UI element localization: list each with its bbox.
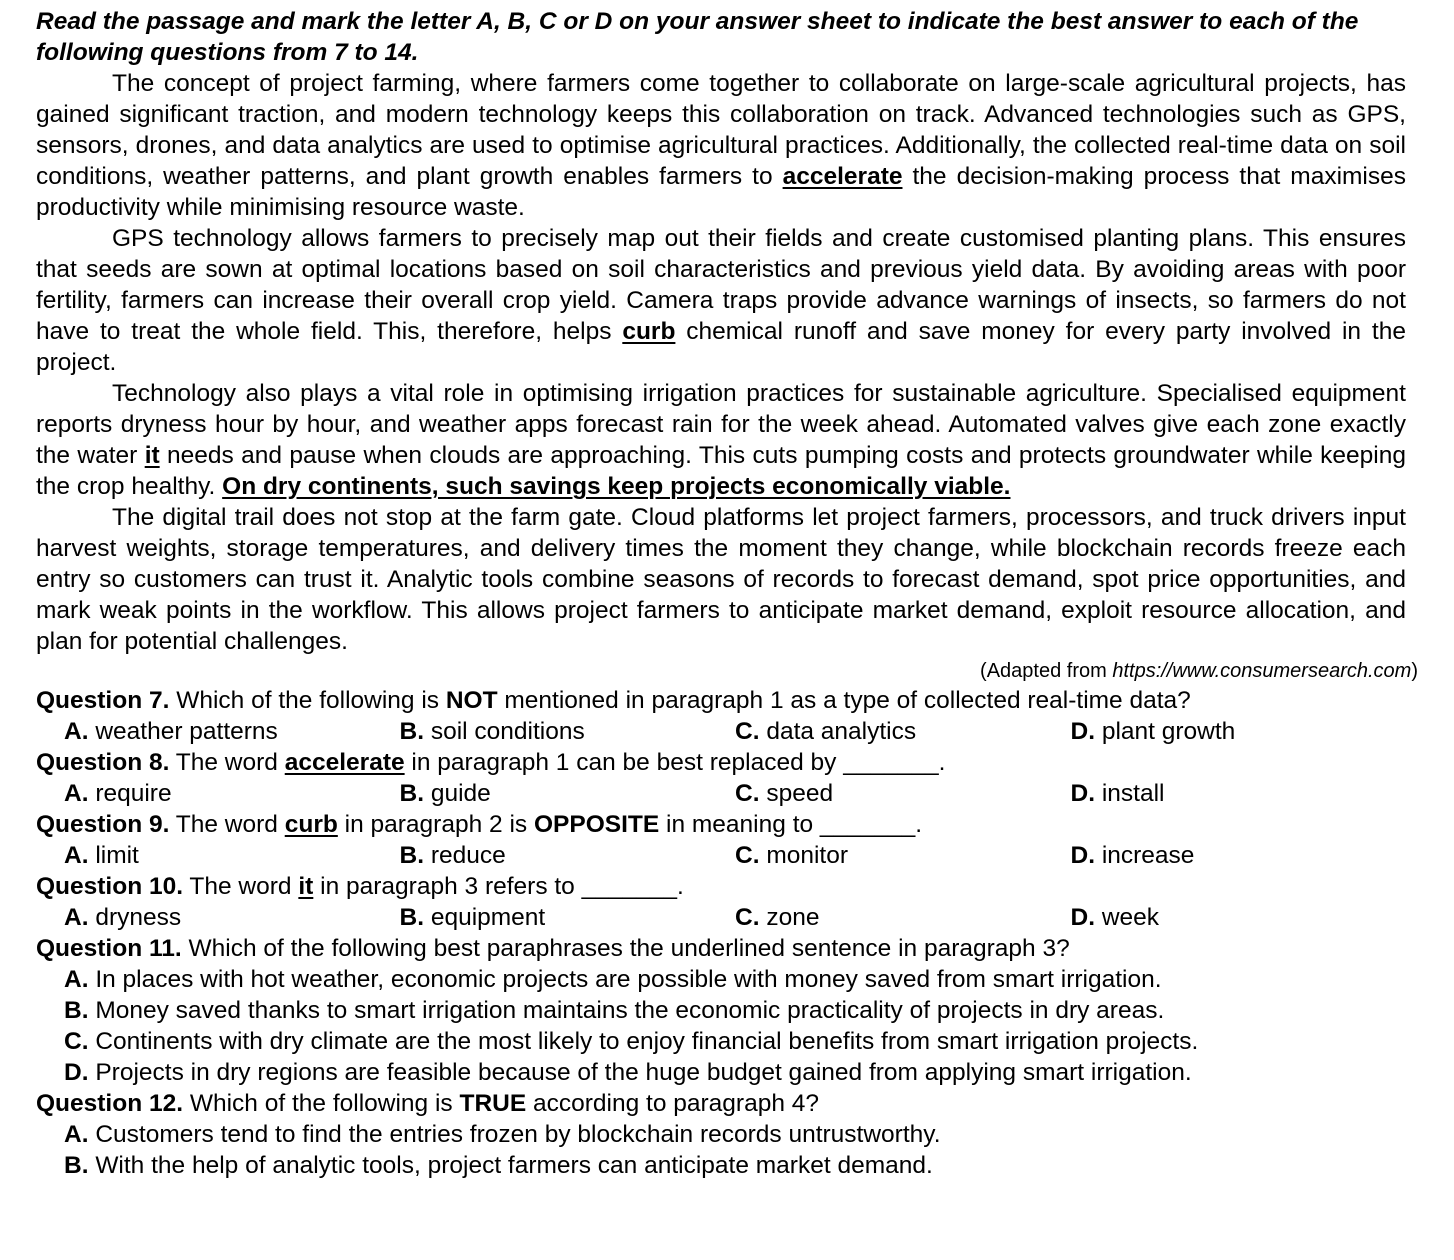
option-letter: D. [64, 1059, 89, 1086]
option-letter: B. [399, 904, 424, 931]
question-7-emphasis: NOT [445, 687, 498, 714]
option-text: monitor [766, 842, 849, 869]
q7-option-b[interactable] [400, 716, 736, 747]
question-9-keyword: curb [284, 811, 338, 838]
instruction-heading: Read the passage and mark the letter A, B, C or D on your answer sheet to indicate the best answer to each of the following questions from 7 to 14. [36, 8, 1359, 66]
option-text: guide [430, 780, 491, 807]
q11-option-d[interactable] [36, 1057, 1406, 1088]
option-letter: D. [1070, 904, 1095, 931]
paragraph-1 [36, 68, 1406, 223]
p3-text-before: Technology also plays a vital role in optimising irrigation practices for sustainable agriculture. Specialised equipment reports dryness hour by hour, and weather apps forecast rain for the week ahead. Automated valves give each zone exactly the water [36, 380, 1406, 469]
question-10-options [36, 902, 1406, 933]
option-letter: A. [64, 1121, 89, 1148]
q11-option-a[interactable] [36, 964, 1406, 995]
option-text: reduce [430, 842, 506, 869]
option-letter: B. [399, 842, 424, 869]
question-8-options [36, 778, 1406, 809]
question-8-text-1: The word [169, 749, 285, 776]
option-text: limit [95, 842, 139, 869]
option-text: weather patterns [95, 718, 278, 745]
question-12-text-2: according to paragraph 4? [526, 1090, 820, 1117]
p1-text-before: The concept of project farming, where farmers come together to collaborate on large-scale agricultural projects, has gained significant traction, and modern technology keeps this collaboration on track. Advanced technologies such as GPS, sensors, drones, and data analytics are used to optimise agricultural practices. Additionally, the collected real-time data on soil conditions, weather patterns, and plant growth enables farmers to [36, 70, 1406, 190]
question-9-text-2: in paragraph 2 is [337, 811, 534, 838]
question-10-stem [36, 871, 1406, 902]
source-url: https://www.consumersearch.com [1112, 660, 1412, 682]
option-letter: D. [1070, 842, 1095, 869]
option-text: speed [766, 780, 834, 807]
option-letter: C. [64, 1028, 89, 1055]
question-11-label: Question 11. [36, 935, 182, 962]
q8-option-c[interactable] [735, 778, 1071, 809]
question-9-text-3: in meaning to _______. [659, 811, 923, 838]
q12-option-b[interactable] [36, 1150, 1406, 1181]
q10-option-b[interactable] [400, 902, 736, 933]
q9-option-c[interactable] [735, 840, 1071, 871]
source-suffix: ) [1411, 660, 1418, 682]
question-9-emphasis: OPPOSITE [533, 811, 660, 838]
option-letter: A. [64, 904, 89, 931]
p1-text-after: the decision-making process that maximises productivity while minimising resource waste. [36, 163, 1406, 221]
source-prefix: (Adapted from [980, 660, 1113, 682]
option-text: zone [766, 904, 820, 931]
question-12-emphasis: TRUE [459, 1090, 527, 1117]
option-letter: A. [64, 966, 89, 993]
option-letter: A. [64, 842, 89, 869]
question-12-text-1: Which of the following is [183, 1090, 460, 1117]
option-letter: C. [735, 718, 760, 745]
question-12-label: Question 12. [36, 1090, 184, 1117]
q11-option-b[interactable] [36, 995, 1406, 1026]
paragraph-2 [36, 223, 1406, 378]
question-8-keyword: accelerate [284, 749, 405, 776]
question-10-text-2: in paragraph 3 refers to _______. [313, 873, 684, 900]
question-7-label: Question 7. [36, 687, 170, 714]
question-7-text-2: mentioned in paragraph 1 as a type of collected real-time data? [497, 687, 1191, 714]
option-letter: C. [735, 904, 760, 931]
option-text: Projects in dry regions are feasible because of the huge budget gained from applying smart irrigation. [95, 1059, 1192, 1086]
keyword-it: it [144, 442, 160, 469]
option-text: increase [1101, 842, 1195, 869]
question-10-text-1: The word [183, 873, 299, 900]
q8-option-a[interactable] [64, 778, 400, 809]
q12-option-a[interactable] [36, 1119, 1406, 1150]
option-text: data analytics [766, 718, 917, 745]
option-letter: A. [64, 780, 89, 807]
option-text: Money saved thanks to smart irrigation maintains the economic practicality of projects in dry areas. [95, 997, 1165, 1024]
p3-text-middle: needs and pause when clouds are approaching. This cuts pumping costs and protects groundwater while keeping the crop healthy. [36, 442, 1406, 500]
q10-option-d[interactable] [1071, 902, 1407, 933]
question-12-stem [36, 1088, 1406, 1119]
option-letter: B. [399, 780, 424, 807]
question-8-text-2: in paragraph 1 can be best replaced by _______. [404, 749, 946, 776]
question-11-stem [36, 933, 1406, 964]
question-9-stem [36, 809, 1406, 840]
question-8-stem [36, 747, 1406, 778]
q10-option-a[interactable] [64, 902, 400, 933]
question-9-options [36, 840, 1406, 871]
question-7-options [36, 716, 1406, 747]
option-text: Continents with dry climate are the most likely to enjoy financial benefits from smart irrigation projects. [95, 1028, 1199, 1055]
option-letter: A. [64, 718, 89, 745]
paragraph-3 [36, 378, 1406, 502]
q10-option-c[interactable] [735, 902, 1071, 933]
option-text: week [1101, 904, 1160, 931]
option-text: require [95, 780, 172, 807]
question-7-stem [36, 685, 1406, 716]
question-8-label: Question 8. [36, 749, 170, 776]
p2-text-after: chemical runoff and save money for every party involved in the project. [36, 318, 1406, 376]
option-letter: D. [1070, 780, 1095, 807]
q7-option-c[interactable] [735, 716, 1071, 747]
underlined-sentence: On dry continents, such savings keep projects economically viable. [222, 473, 1011, 500]
question-11-text: Which of the following best paraphrases the underlined sentence in paragraph 3? [181, 935, 1070, 962]
option-letter: B. [64, 1152, 89, 1179]
paragraph-4: The digital trail does not stop at the farm gate. Cloud platforms let project farmers, processors, and truck drivers input harvest weights, storage temperatures, and delivery times the moment they change, while blockchain records freeze each entry so customers can trust it. Analytic tools combine seasons of records to forecast demand, spot price opportunities, and mark weak points in the workflow. This allows project farmers to anticipate market demand, exploit resource allocation, and plan for potential challenges. [36, 504, 1406, 655]
source-citation [36, 657, 1418, 685]
q9-option-b[interactable] [400, 840, 736, 871]
question-10-keyword: it [298, 873, 314, 900]
option-text: install [1101, 780, 1165, 807]
keyword-accelerate: accelerate [782, 163, 903, 190]
question-10-label: Question 10. [36, 873, 184, 900]
option-text: In places with hot weather, economic projects are possible with money saved from smart irrigation. [95, 966, 1162, 993]
q9-option-a[interactable] [64, 840, 400, 871]
option-text: soil conditions [430, 718, 585, 745]
option-text: plant growth [1101, 718, 1236, 745]
q8-option-d[interactable] [1071, 778, 1407, 809]
q7-option-a[interactable] [64, 716, 400, 747]
option-text: equipment [430, 904, 546, 931]
option-letter: C. [735, 842, 760, 869]
question-7-text-1: Which of the following is [169, 687, 446, 714]
q8-option-b[interactable] [400, 778, 736, 809]
option-text: Customers tend to find the entries frozen by blockchain records untrustworthy. [95, 1121, 941, 1148]
q9-option-d[interactable] [1071, 840, 1407, 871]
keyword-curb: curb [622, 318, 676, 345]
option-letter: B. [64, 997, 89, 1024]
option-text: dryness [95, 904, 182, 931]
q11-option-c[interactable] [36, 1026, 1406, 1057]
option-letter: B. [399, 718, 424, 745]
option-text: With the help of analytic tools, project farmers can anticipate market demand. [95, 1152, 933, 1179]
question-9-label: Question 9. [36, 811, 170, 838]
option-letter: D. [1070, 718, 1095, 745]
q7-option-d[interactable] [1071, 716, 1407, 747]
p2-text-before: GPS technology allows farmers to precisely map out their fields and create customised planting plans. This ensures that seeds are sown at optimal locations based on soil characteristics and previous yield data. By avoiding areas with poor fertility, farmers can increase their overall crop yield. Camera traps provide advance warnings of insects, so farmers do not have to treat the whole field. This, therefore, helps [36, 225, 1406, 345]
question-9-text-1: The word [169, 811, 285, 838]
option-letter: C. [735, 780, 760, 807]
